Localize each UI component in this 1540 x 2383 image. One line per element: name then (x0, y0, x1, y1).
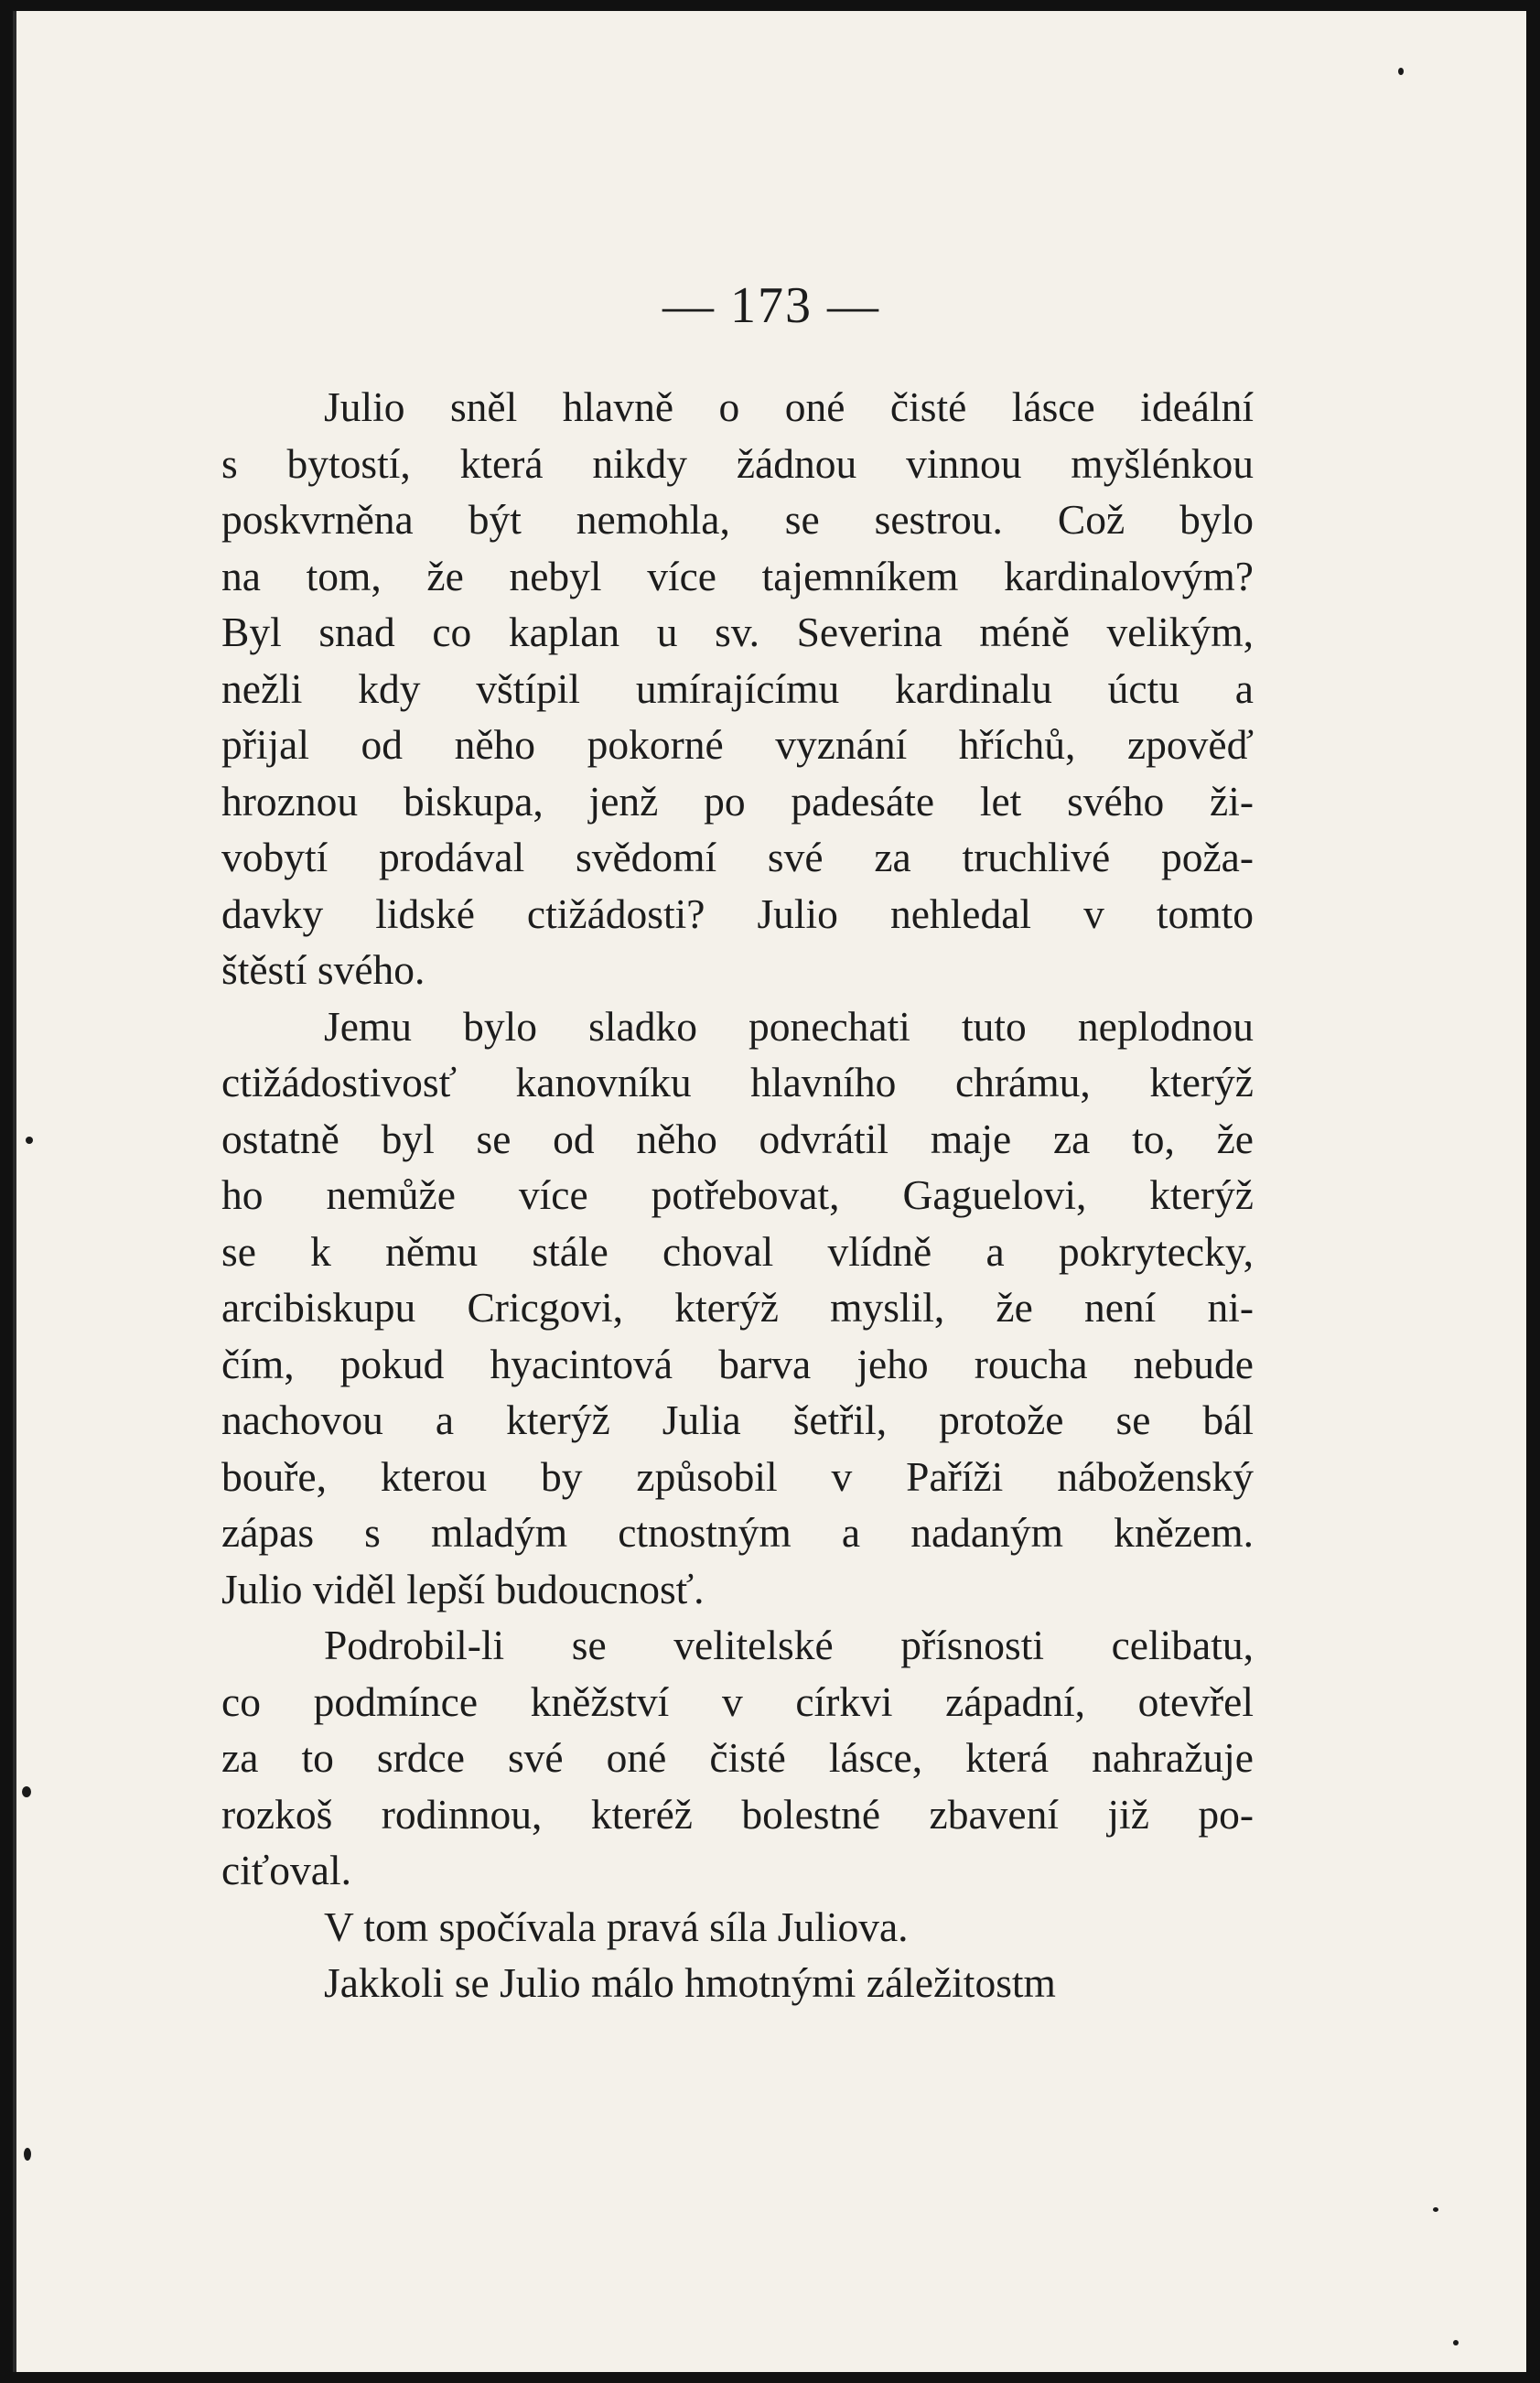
text-line: ho nemůže více potřebovat, Gaguelovi, kterýž (221, 1171, 1254, 1218)
text-line: davky lidské ctižádosti? Julio nehledal v tomto (221, 890, 1254, 937)
scan-speck (1433, 2207, 1438, 2212)
text-line: přijal od něho pokorné vyznání hříchů, zpověď (221, 721, 1254, 768)
text-line: se k němu stále choval vlídně a pokrytecky, (221, 1227, 1254, 1275)
text-line: zápas s mladým ctnostným a nadaným knězem. (221, 1509, 1254, 1556)
text-line: co podmínce kněžství v církvi západní, otevřel (221, 1677, 1254, 1725)
text-line: poskvrněna být nemohla, se sestrou. Což bylo (221, 496, 1254, 543)
text-line: bouře, kterou by způsobil v Paříži náboženský (221, 1452, 1254, 1500)
scan-speck (26, 1137, 33, 1144)
text-line: Julio viděl lepší budoucnosť. (221, 1565, 705, 1612)
text-line: ctižádostivosť kanovníku hlavního chrámu, kterýž (221, 1059, 1254, 1105)
text-line: V tom spočívala pravá síla Juliova. (324, 1903, 909, 1950)
text-line: vobytí prodával svědomí své za truchlivé poža- (221, 834, 1254, 880)
page-number: — 173 — (662, 277, 880, 334)
text-line: štěstí svého. (221, 946, 425, 993)
book-page (13, 11, 1526, 2372)
text-line: Byl snad co kaplan u sv. Severina méně velikým, (221, 609, 1254, 655)
scan-speck (24, 2148, 31, 2161)
text-line: za to srdce své oné čisté lásce, která nahražuje (221, 1734, 1254, 1781)
text-line: Julio sněl hlavně o oné čisté lásce ideální (324, 383, 1254, 430)
text-line: Podrobil-li se velitelské přísnosti celibatu, (324, 1622, 1254, 1668)
text-line: arcibiskupu Cricgovi, kterýž myslil, že není ni- (221, 1284, 1254, 1331)
text-line: rozkoš rodinnou, kteréž bolestné zbavení již po- (221, 1790, 1254, 1838)
text-line: s bytostí, která nikdy žádnou vinnou myšlénkou (221, 439, 1254, 487)
paragraph (221, 998, 1254, 1618)
scan-speck (22, 1786, 31, 1797)
body-text (221, 379, 1254, 2011)
text-line: na tom, že nebyl více tajemníkem kardinalovým? (221, 552, 1254, 599)
text-line: ciťoval. (221, 1847, 351, 1893)
paragraph (221, 1955, 1254, 2011)
text-line: čím, pokud hyacintová barva jeho roucha nebude (221, 1340, 1254, 1387)
paragraph (221, 1617, 1254, 1899)
scan-speck (1398, 68, 1404, 75)
text-line: ostatně byl se od něho odvrátil maje za to, že (221, 1115, 1254, 1162)
paragraph (221, 379, 1254, 998)
text-line: hroznou biskupa, jenž po padesáte let svého ži- (221, 777, 1254, 825)
text-line: Jemu bylo sladko ponechati tuto neplodnou (324, 1002, 1254, 1050)
scan-speck (1453, 2340, 1459, 2345)
text-line: nežli kdy vštípil umírajícímu kardinalu úctu a (221, 664, 1254, 712)
text-line: Jakkoli se Julio málo hmotnými záležitostm (324, 1959, 1056, 2006)
text-line: nachovou a kterýž Julia šetřil, protože se bál (221, 1396, 1254, 1443)
paragraph (221, 1899, 1254, 1956)
